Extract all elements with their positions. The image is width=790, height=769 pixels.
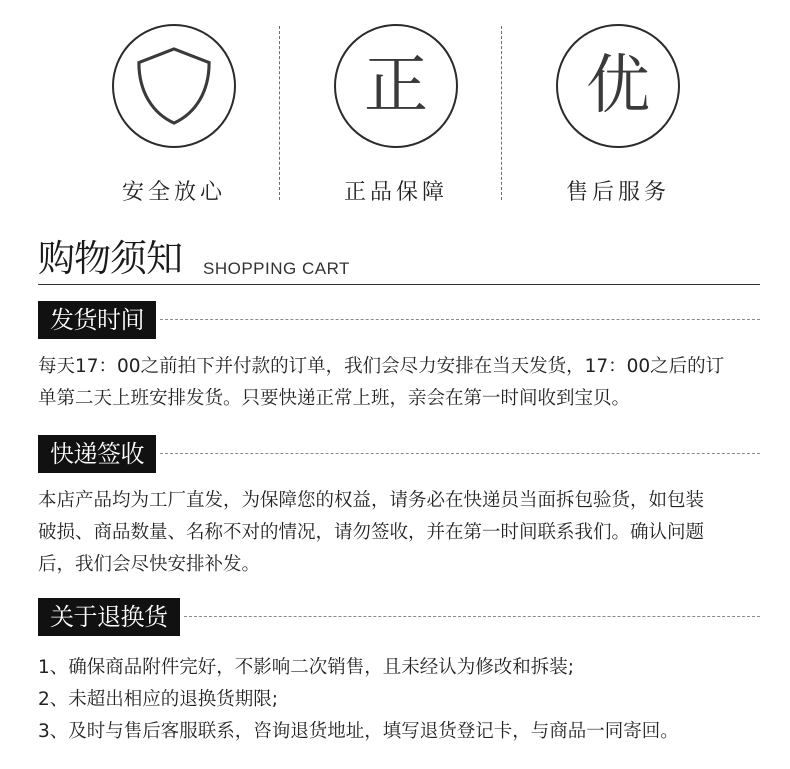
badge-caption: 售后服务 <box>565 180 670 205</box>
heading-title: 购物须知 <box>38 237 182 280</box>
shield-icon-svg <box>135 45 213 127</box>
shield-icon <box>112 24 236 148</box>
guarantee-badges <box>0 0 790 205</box>
section-label: 关于退换货 <box>38 598 180 636</box>
badge-caption: 安全放心 <box>121 180 226 205</box>
section-body <box>38 485 763 581</box>
section-header <box>38 435 760 473</box>
body-line: 后，我们会尽快安排补发。 <box>38 554 261 575</box>
section-body <box>38 351 763 415</box>
section-header <box>38 598 760 636</box>
section-delivery-time <box>38 301 760 415</box>
badge-authentic <box>326 24 466 206</box>
divider <box>501 26 502 200</box>
dashed-rule <box>160 453 760 454</box>
list-item: 2、未超出相应的退换货期限; <box>38 689 279 710</box>
body-line: 每天17：00之前拍下并付款的订单，我们会尽力安排在当天发货，17：00之后的订 <box>38 356 725 377</box>
zheng-character-icon: 正 <box>334 24 458 148</box>
shopping-notice-heading <box>38 235 760 285</box>
badge-after-sales <box>548 24 688 206</box>
body-line: 破损、商品数量、名称不对的情况，请勿签收，并在第一时间联系我们。确认问题 <box>38 522 705 543</box>
divider <box>279 26 280 200</box>
body-line: 单第二天上班安排发货。只要快递正常上班，亲会在第一时间收到宝贝。 <box>38 388 631 409</box>
returns-list <box>38 652 760 748</box>
section-label: 快递签收 <box>38 435 156 473</box>
badge-caption: 正品保障 <box>343 180 448 205</box>
list-item: 1、确保商品附件完好，不影响二次销售，且未经认为修改和拆装; <box>38 657 575 678</box>
list-item: 3、及时与售后客服联系，咨询退货地址，填写退货登记卡，与商品一同寄回。 <box>38 721 679 742</box>
dashed-rule <box>184 616 760 617</box>
body-line: 本店产品均为工厂直发，为保障您的权益，请务必在快递员当面拆包验货，如包装 <box>38 490 705 511</box>
section-label: 发货时间 <box>38 301 156 339</box>
section-returns <box>38 598 760 748</box>
badge-security <box>104 24 244 206</box>
section-courier-receipt <box>38 435 760 581</box>
you-character-icon: 优 <box>556 24 680 148</box>
dashed-rule <box>160 319 760 320</box>
heading-subtitle: SHOPPING CART <box>203 259 350 278</box>
section-header <box>38 301 760 339</box>
